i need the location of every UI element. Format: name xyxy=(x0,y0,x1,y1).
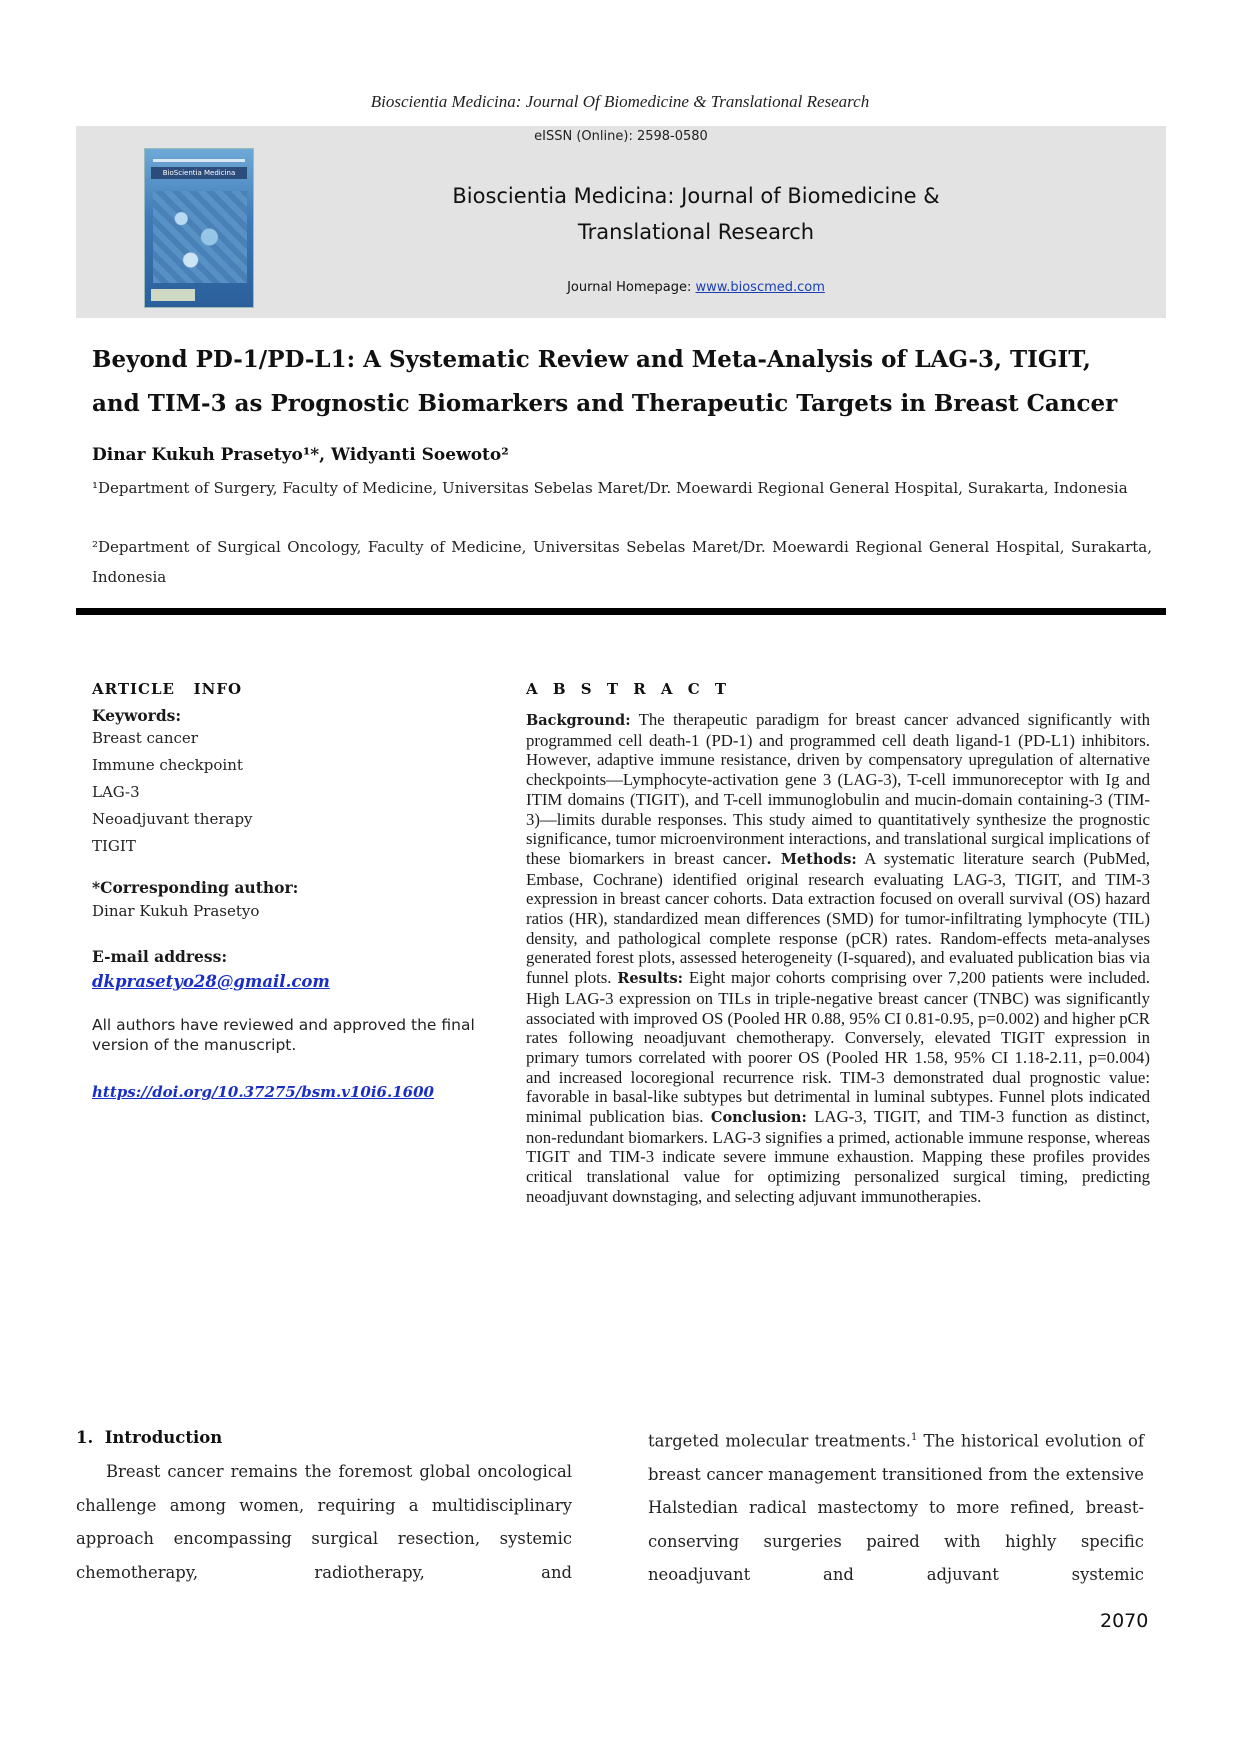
cover-title: BioScientia Medicina xyxy=(151,167,247,179)
journal-title-line1: Bioscientia Medicina: Journal of Biomedicine & xyxy=(452,184,940,208)
citation-superscript: 1 xyxy=(910,1432,918,1443)
introduction-left-column xyxy=(76,1455,572,1589)
affiliation-1: ¹Department of Surgery, Faculty of Medicine, Universitas Sebelas Maret/Dr. Moewardi Regional General Hospital, Surakarta, Indonesia xyxy=(92,479,1128,497)
background-label: Background: xyxy=(526,712,631,729)
article-title-line2: and TIM-3 as Prognostic Biomarkers and Therapeutic Targets in Breast Cancer xyxy=(92,390,1118,417)
homepage-link[interactable]: www.bioscmed.com xyxy=(695,280,825,295)
article-info-column xyxy=(92,680,492,1101)
introduction-right-text-b: The historical evolution of breast cancer management transitioned from the extensive Halstedian radical mastectomy to more refined, breast-conserving surgeries paired with highly specific neoadjuvant and adjuvant systemic xyxy=(648,1431,1144,1585)
journal-banner xyxy=(76,126,1166,318)
email-label: E-mail address: xyxy=(92,947,228,966)
results-label: Results: xyxy=(617,970,684,988)
cover-logo xyxy=(151,289,195,301)
journal-title xyxy=(276,178,1116,250)
keywords-label: Keywords: xyxy=(92,706,182,725)
corresponding-author-name: Dinar Kukuh Prasetyo xyxy=(92,902,260,920)
eissn-line: eISSN (Online): 2598-0580 xyxy=(534,129,708,144)
article-info-heading: ARTICLE INFO xyxy=(92,680,243,698)
keyword-item: LAG-3 xyxy=(92,783,140,801)
cover-artwork xyxy=(153,191,247,283)
abstract-body xyxy=(526,710,1150,1207)
approval-note: All authors have reviewed and approved the final version of the manuscript. xyxy=(92,1016,475,1054)
introduction-right-column xyxy=(648,1421,1144,1592)
abstract-heading: A B S T R A C T xyxy=(526,680,732,698)
journal-homepage xyxy=(276,280,1116,295)
introduction-heading: 1. Introduction xyxy=(76,1428,223,1447)
running-header: Bioscientia Medicina: Journal Of Biomedicine & Translational Research xyxy=(370,92,870,111)
conclusion-label: Conclusion: xyxy=(710,1109,807,1127)
methods-text: A systematic literature search (PubMed, Embase, Cochrane) identified original research evaluating LAG-3, TIGIT, and TIM-3 expression in breast cancer cohorts. Data extraction focused on overall survival (OS) hazard ratios (HR), standardized mean differences (SMD) for tumor-infiltrating lymphocyte (TIL) density, and pathological complete response (pCR) rates. Random-effects meta-analyses generated forest plots, assessed heterogeneity (I-squared), and evaluated publication bias via funnel plots. xyxy=(526,848,1150,988)
abstract-column xyxy=(526,680,1150,1207)
keyword-item: TIGIT xyxy=(92,837,136,855)
background-text: The therapeutic paradigm for breast cancer advanced significantly with programmed cell death-1 (PD-1) and programmed cell death ligand-1 (PD-L1) inhibitors. However, adaptive immune resistance, driven by compensatory upregulation of alternative checkpoints—Lymphocyte-activation gene 3 (LAG-3), T-cell immunoreceptor with Ig and ITIM domains (TIGIT), and T-cell immunoglobulin and mucin-domain containing-3 (TIM-3)—limits durable responses. This study aimed to quantitatively synthesize the prognostic significance, tumor microenvironment interactions, and translational surgical implications of these biomarkers in breast cancer xyxy=(526,710,1150,868)
article-title-line1: Beyond PD-1/PD-L1: A Systematic Review and Meta-Analysis of LAG-3, TIGIT, xyxy=(92,346,1091,373)
article-title xyxy=(92,338,1152,426)
methods-label: . Methods: xyxy=(766,850,857,868)
conclusion-text: LAG-3, TIGIT, and TIM-3 function as distinct, non-redundant biomarkers. LAG-3 signifies a primed, actionable immune response, whereas TIGIT and TIM-3 indicate severe immune exhaustion. Mapping these profiles provides critical translational value for optimizing personalized surgical timing, predicting neoadjuvant downstaging, and selecting adjuvant immunotherapies. xyxy=(526,1107,1150,1206)
cover-stripe xyxy=(153,159,245,162)
affiliation-2: ²Department of Surgical Oncology, Faculty of Medicine, Universitas Sebelas Maret/Dr. Moewardi Regional General Hospital, Surakarta, Indonesia xyxy=(92,538,1152,586)
introduction-right-text-a: targeted molecular treatments. xyxy=(648,1431,911,1451)
keyword-item: Breast cancer xyxy=(92,729,198,747)
section-divider xyxy=(76,608,1166,615)
keyword-item: Neoadjuvant therapy xyxy=(92,810,253,828)
corresponding-author-label: *Corresponding author: xyxy=(92,878,299,897)
doi-link[interactable]: https://doi.org/10.37275/bsm.v10i6.1600 xyxy=(92,1083,434,1101)
page-number: 2070 xyxy=(1100,1610,1149,1632)
journal-title-line2: Translational Research xyxy=(577,220,815,244)
email-link[interactable]: dkprasetyo28@gmail.com xyxy=(92,972,330,991)
author-list: Dinar Kukuh Prasetyo¹*, Widyanti Soewoto² xyxy=(92,445,509,465)
results-text: Eight major cohorts comprising over 7,200 patients were included. High LAG-3 expression on TILs in triple-negative breast cancer (TNBC) was significantly associated with improved OS (Pooled HR 0.88, 95% CI 0.81-0.95, p=0.002) and higher pCR rates following neoadjuvant chemotherapy. Conversely, elevated TIGIT expression in primary tumors correlated with poorer OS (Pooled HR 1.58, 95% CI 1.18-2.11, p=0.004) and increased locoregional recurrence risk. TIM-3 demonstrated dual prognostic value: favorable in basal-like subtypes but detrimental in luminal subtypes. Funnel plots indicated minimal publication bias. xyxy=(526,968,1150,1127)
introduction-left-text: Breast cancer remains the foremost global oncological challenge among women, requiring a multidisciplinary approach encompassing surgical resection, systemic chemotherapy, radiotherapy, and xyxy=(76,1462,572,1582)
keyword-item: Immune checkpoint xyxy=(92,756,243,774)
journal-cover-image xyxy=(144,148,254,308)
homepage-label: Journal Homepage: xyxy=(567,280,696,295)
